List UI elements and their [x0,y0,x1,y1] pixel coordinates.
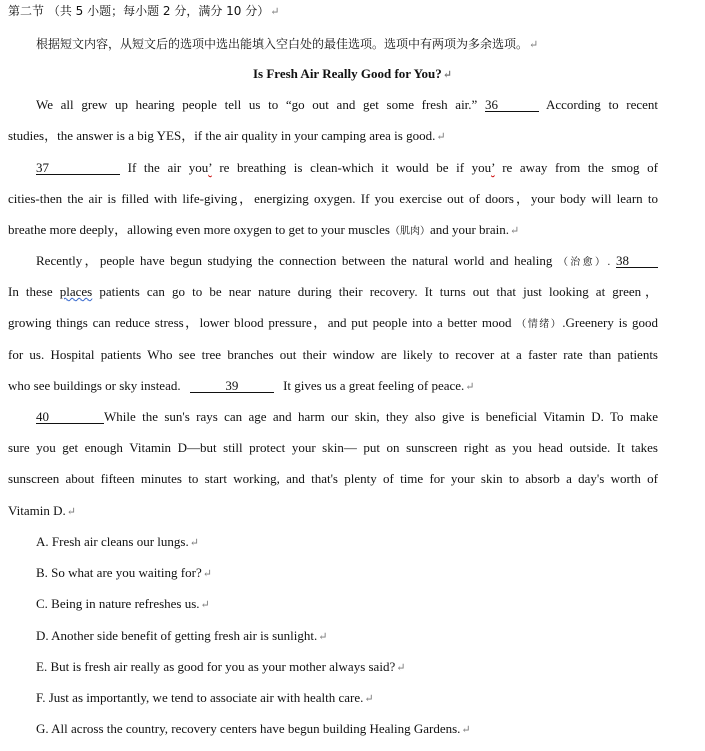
p4-line3: sunscreen about fifteen minutes to start working, and that's plenty of time for your skin to absorb a day's worth of [8,471,658,486]
p2-line1: 37 If the air you’ re breathing is clean-which it would be if you’ re away from the smog of [36,160,659,175]
p2-line3: breathe more deeply，allowing even more oxygen to get to your muscles（肌肉）and your brain.↵ [8,222,520,237]
option-f: F. Just as importantly, we tend to associate air with health care.↵ [36,690,374,705]
passage-title: Is Fresh Air Really Good for You?↵ [253,66,452,81]
p4-line2: sure you get enough Vitamin D—but still protect your skin— put on sunscreen right as you head outside. It takes [8,440,658,455]
blank-38: 38 [616,254,658,268]
blank-39: 39 [190,379,274,393]
p1-line1: We all grew up hearing people tell us to “go out and get some fresh air.” 36 According to recent [36,97,658,112]
p2-line2: cities-then the air is filled with life-giving，energizing oxygen. If you exercise out of doors，your body will learn to [8,191,658,206]
p3-line5: who see buildings or sky instead. 39 It gives us a great feeling of peace.↵ [8,378,475,393]
option-c: C. Being in nature refreshes us.↵ [36,596,210,611]
option-a: A. Fresh air cleans our lungs.↵ [36,534,199,549]
blank-40: 40 [36,410,104,424]
instruction: 根据短文内容，从短文后的选项中选出能填入空白处的最佳选项。选项中有两项为多余选项。↵ [36,37,539,51]
blank-36: 36 [485,98,539,112]
p4-line1: 40 While the sun's rays can age and harm our skin, they also give is beneficial Vitamin D. To make [36,409,658,424]
p3-line3: growing things can reduce stress，lower blood pressure，and put people into a better mood （情绪）.Greenery is good [8,315,659,330]
option-d: D. Another side benefit of getting fresh air is sunlight.↵ [36,628,328,643]
p4-line4: Vitamin D.↵ [8,503,76,518]
p3-line4: for us. Hospital patients Who see tree branches out their window are likely to recover at a faster rate than patients [8,347,658,362]
option-g: G. All across the country, recovery centers have begun building Healing Gardens.↵ [36,721,471,736]
p3-line2: In these places patients can go to be near nature during their recovery. It turns out that just looking at green， [8,284,659,299]
option-b: B. So what are you waiting for?↵ [36,565,212,580]
blank-37: 37 [36,161,120,175]
p1-line2: studies，the answer is a big YES，if the air quality in your camping area is good.↵ [8,128,446,143]
option-e: E. But is fresh air really as good for you as your mother always said?↵ [36,659,406,674]
section-header: 第二节 （共 5 小题；每小题 2 分，满分 10 分）↵ [8,4,280,18]
p3-line1: Recently，people have begun studying the connection between the natural world and healing （治愈）. 38 [36,253,658,271]
